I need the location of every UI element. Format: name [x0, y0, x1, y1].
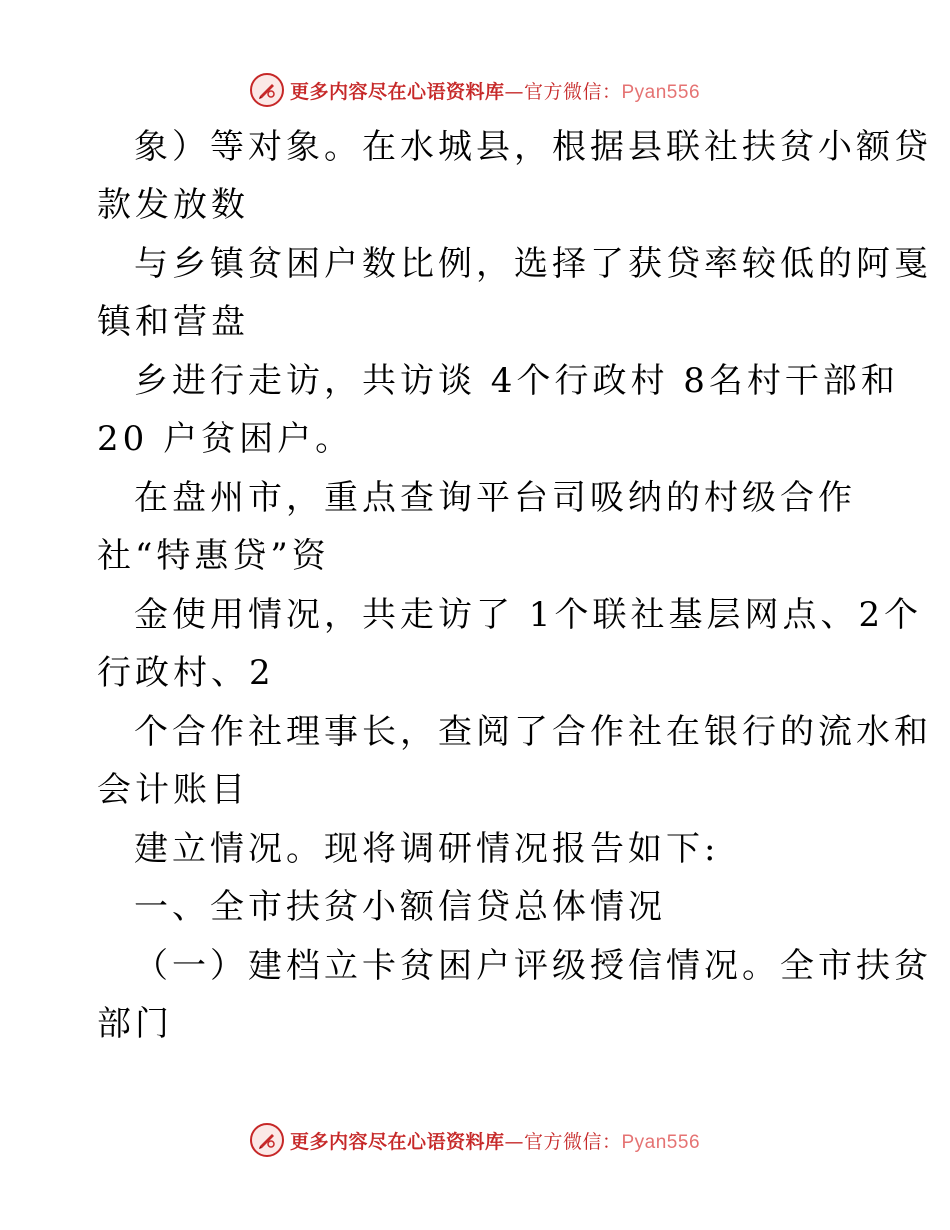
banner-dash: — — [504, 1130, 524, 1153]
text-line: 与乡镇贫困户数比例，选择了获贷率较低的阿戛 — [134, 244, 932, 284]
wechat-id: Pyan556 — [621, 1131, 701, 1153]
logo-icon — [250, 73, 284, 107]
text-line: 镇和营盘 — [97, 302, 249, 342]
text-line: 款发放数 — [97, 185, 249, 225]
text-line: 会计账目 — [97, 770, 249, 810]
footer-banner — [0, 1120, 950, 1160]
brand-name: 更多内容尽在心语资料库 — [289, 80, 505, 103]
text-line: 20 户贫困户。 — [97, 419, 354, 459]
text-line: 乡进行走访，共访谈 4个行政村 8名村干部和 — [134, 361, 899, 401]
wechat-label: 官方微信： — [523, 80, 622, 103]
wechat-id: Pyan556 — [621, 81, 701, 103]
text-line: 建立情况。现将调研情况报告如下: — [134, 829, 720, 869]
banner-text — [290, 77, 700, 104]
wechat-label: 官方微信： — [523, 1130, 622, 1153]
text-line: 社“特惠贷”资 — [97, 536, 330, 576]
section-heading: 一、全市扶贫小额信贷总体情况 — [134, 887, 666, 927]
text-line: （一）建档立卡贫困户评级授信情况。全市扶贫 — [134, 946, 932, 986]
text-line: 部门 — [97, 1004, 173, 1044]
logo-icon — [250, 1123, 284, 1157]
banner-text — [290, 1127, 700, 1154]
brand-name: 更多内容尽在心语资料库 — [289, 1130, 505, 1153]
text-line: 金使用情况，共走访了 1个联社基层网点、2个 — [134, 595, 923, 635]
text-line: 在盘州市，重点查询平台司吸纳的村级合作 — [134, 478, 856, 518]
text-line: 个合作社理事长，查阅了合作社在银行的流水和 — [134, 712, 932, 752]
text-line: 象）等对象。在水城县，根据县联社扶贫小额贷 — [134, 127, 932, 167]
header-banner — [0, 70, 950, 110]
text-line: 行政村、2 — [97, 653, 275, 693]
banner-dash: — — [504, 80, 524, 103]
